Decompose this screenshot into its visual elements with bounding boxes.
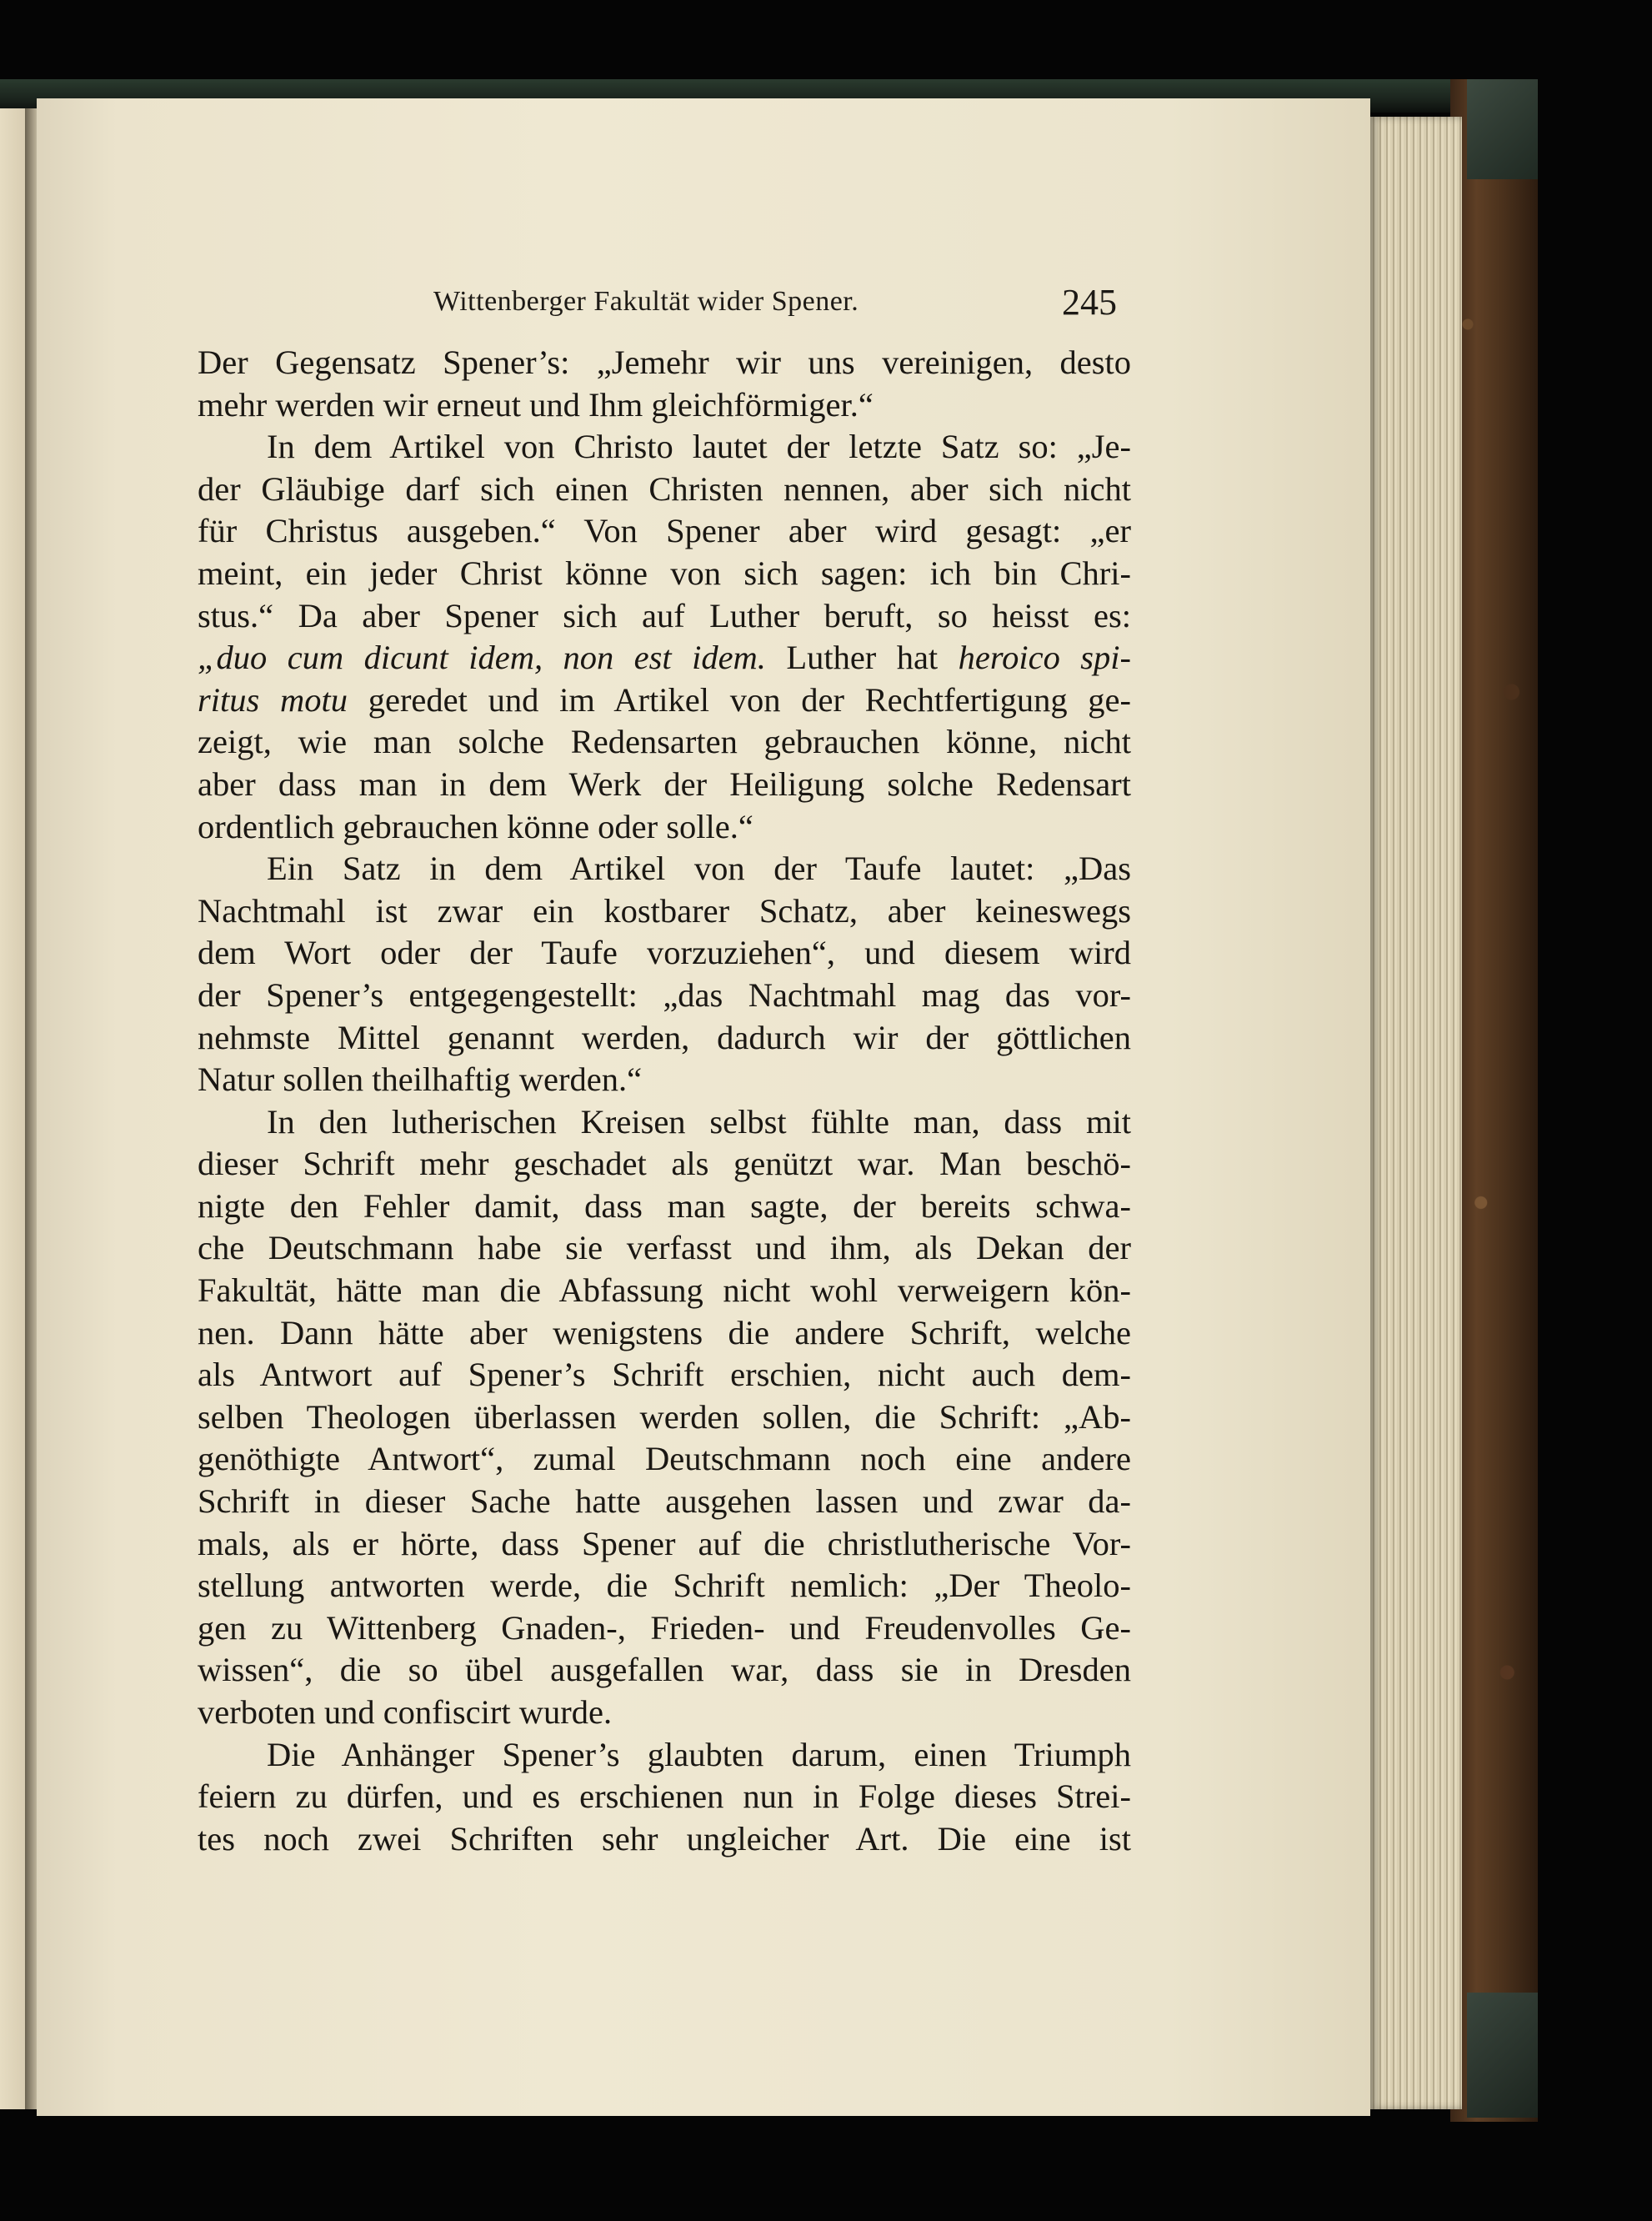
text-line: [198, 384, 1131, 427]
line-text: mehr werden wir erneut und Ihm gleichförmiger.“: [198, 385, 874, 424]
italic-text: „duo cum dicunt idem, non est idem.: [198, 639, 766, 677]
line-text: genöthigte Antwort“, zumal Deutschmann noch eine andere: [198, 1440, 1131, 1478]
text-line: [198, 764, 1131, 806]
text-line: [198, 1734, 1131, 1777]
text-line: [198, 595, 1131, 638]
marbled-cover-edge: [1450, 79, 1538, 2122]
text-line: [198, 848, 1131, 890]
text-line: [198, 1481, 1131, 1523]
line-text: meint, ein jeder Christ könne von sich sagen: ich bin Chri-: [198, 554, 1131, 592]
text-line: [198, 1565, 1131, 1607]
line-text: In dem Artikel von Christo lautet der letzte Satz so: „Je-: [267, 428, 1131, 466]
line-text: Fakultät, hätte man die Abfassung nicht wohl verweigern kön-: [198, 1271, 1131, 1310]
line-text: aber dass man in dem Werk der Heiligung solche Redensart: [198, 765, 1131, 803]
text-line: [198, 890, 1131, 933]
page-number: 245: [1062, 282, 1117, 323]
line-text: che Deutschmann habe sie verfasst und ihm, als Dekan der: [198, 1229, 1131, 1267]
line-text: feiern zu dürfen, und es erschienen nun in Folge dieses Strei-: [198, 1777, 1131, 1816]
line-text: Nachtmahl ist zwar ein kostbarer Schatz, aber keineswegs: [198, 891, 1131, 930]
line-text: als Antwort auf Spener’s Schrift erschien, nicht auch dem-: [198, 1356, 1131, 1394]
line-text: Der Gegensatz Spener’s: „Jemehr wir uns vereinigen, desto: [198, 343, 1131, 381]
line-text: Natur sollen theilhaftig werden.“: [198, 1060, 643, 1099]
text-line: [198, 1692, 1131, 1734]
facing-page-sliver: [0, 108, 25, 2109]
text-line: [198, 1818, 1131, 1861]
line-text: für Christus ausgeben.“ Von Spener aber wird gesagt: „er: [198, 512, 1131, 550]
line-text: nen. Dann hätte aber wenigstens die andere Schrift, welche: [198, 1313, 1131, 1351]
text-line: [198, 469, 1131, 511]
text-line: [198, 1017, 1131, 1060]
line-text: wissen“, die so übel ausgefallen war, dass sie in Dresden: [198, 1651, 1131, 1689]
body-text: [198, 342, 1131, 1860]
text-line: [198, 1101, 1131, 1144]
text-line: [198, 1354, 1131, 1396]
text-line: [198, 975, 1131, 1017]
text-line: [198, 1607, 1131, 1650]
line-text: Die Anhänger Spener’s glaubten darum, einen Triumph: [267, 1735, 1131, 1773]
running-head: [383, 282, 1117, 328]
text-line: [198, 1523, 1131, 1566]
text-line: [198, 679, 1131, 722]
line-text: geredet und im Artikel von der Rechtfertigung ge-: [348, 680, 1131, 719]
line-text: stus.“ Da aber Spener sich auf Luther beruft, so heisst es:: [198, 596, 1131, 634]
line-text: tes noch zwei Schriften sehr ungleicher Art. Die eine ist: [198, 1819, 1131, 1858]
line-text: dem Wort oder der Taufe vorzuziehen“, und diesem wird: [198, 934, 1131, 972]
line-text: ordentlich gebrauchen könne oder solle.“: [198, 807, 753, 845]
line-text: zeigt, wie man solche Redensarten gebrauchen könne, nicht: [198, 723, 1131, 761]
line-text: stellung antworten werde, die Schrift nemlich: „Der Theolo-: [198, 1567, 1131, 1605]
text-line: [198, 426, 1131, 469]
line-text: gen zu Wittenberg Gnaden-, Frieden- und Freudenvolles Ge-: [198, 1608, 1131, 1647]
line-text: der Spener’s entgegengestellt: „das Nachtmahl mag das vor-: [198, 975, 1131, 1014]
italic-text: heroico spi-: [958, 639, 1131, 677]
text-line: [198, 1186, 1131, 1228]
line-text: verboten und confiscirt wurde.: [198, 1693, 613, 1731]
cloth-corner-bottom: [1467, 1993, 1538, 2118]
text-line: [198, 510, 1131, 553]
text-line: [198, 1143, 1131, 1186]
text-line: [198, 932, 1131, 975]
text-line: [198, 1438, 1131, 1481]
line-text: mals, als er hörte, dass Spener auf die christlutherische Vor-: [198, 1524, 1131, 1562]
text-line: [198, 1396, 1131, 1439]
line-text: nehmste Mittel genannt werden, dadurch wir der göttlichen: [198, 1018, 1131, 1056]
text-line: [198, 721, 1131, 764]
line-text: Luther hat: [765, 639, 959, 677]
line-text: dieser Schrift mehr geschadet als genützt war. Man beschö-: [198, 1145, 1131, 1183]
line-text: In den lutherischen Kreisen selbst fühlte man, dass mit: [267, 1102, 1131, 1141]
line-text: selben Theologen überlassen werden sollen, die Schrift: „Ab-: [198, 1397, 1131, 1436]
text-line: [198, 1059, 1131, 1101]
running-head-title: Wittenberger Fakultät wider Spener.: [433, 286, 859, 317]
text-line: [198, 1227, 1131, 1270]
line-text: nigte den Fehler damit, dass man sagte, der bereits schwa-: [198, 1186, 1131, 1225]
text-line: [198, 806, 1131, 849]
line-text: der Gläubige darf sich einen Christen nennen, aber sich nicht: [198, 469, 1131, 508]
text-line: [198, 553, 1131, 595]
text-line: [198, 1312, 1131, 1355]
text-line: [198, 1649, 1131, 1692]
text-line: [198, 637, 1131, 679]
page-block-edges: [1370, 117, 1462, 2109]
cloth-corner-top: [1467, 79, 1538, 179]
text-line: [198, 342, 1131, 384]
text-line: [198, 1776, 1131, 1818]
line-text: Ein Satz in dem Artikel von der Taufe lautet: „Das: [267, 850, 1131, 888]
gutter-shadow: [25, 108, 37, 2109]
line-text: Schrift in dieser Sache hatte ausgehen lassen und zwar da-: [198, 1482, 1131, 1521]
text-line: [198, 1270, 1131, 1312]
italic-text: ritus motu: [198, 680, 348, 719]
